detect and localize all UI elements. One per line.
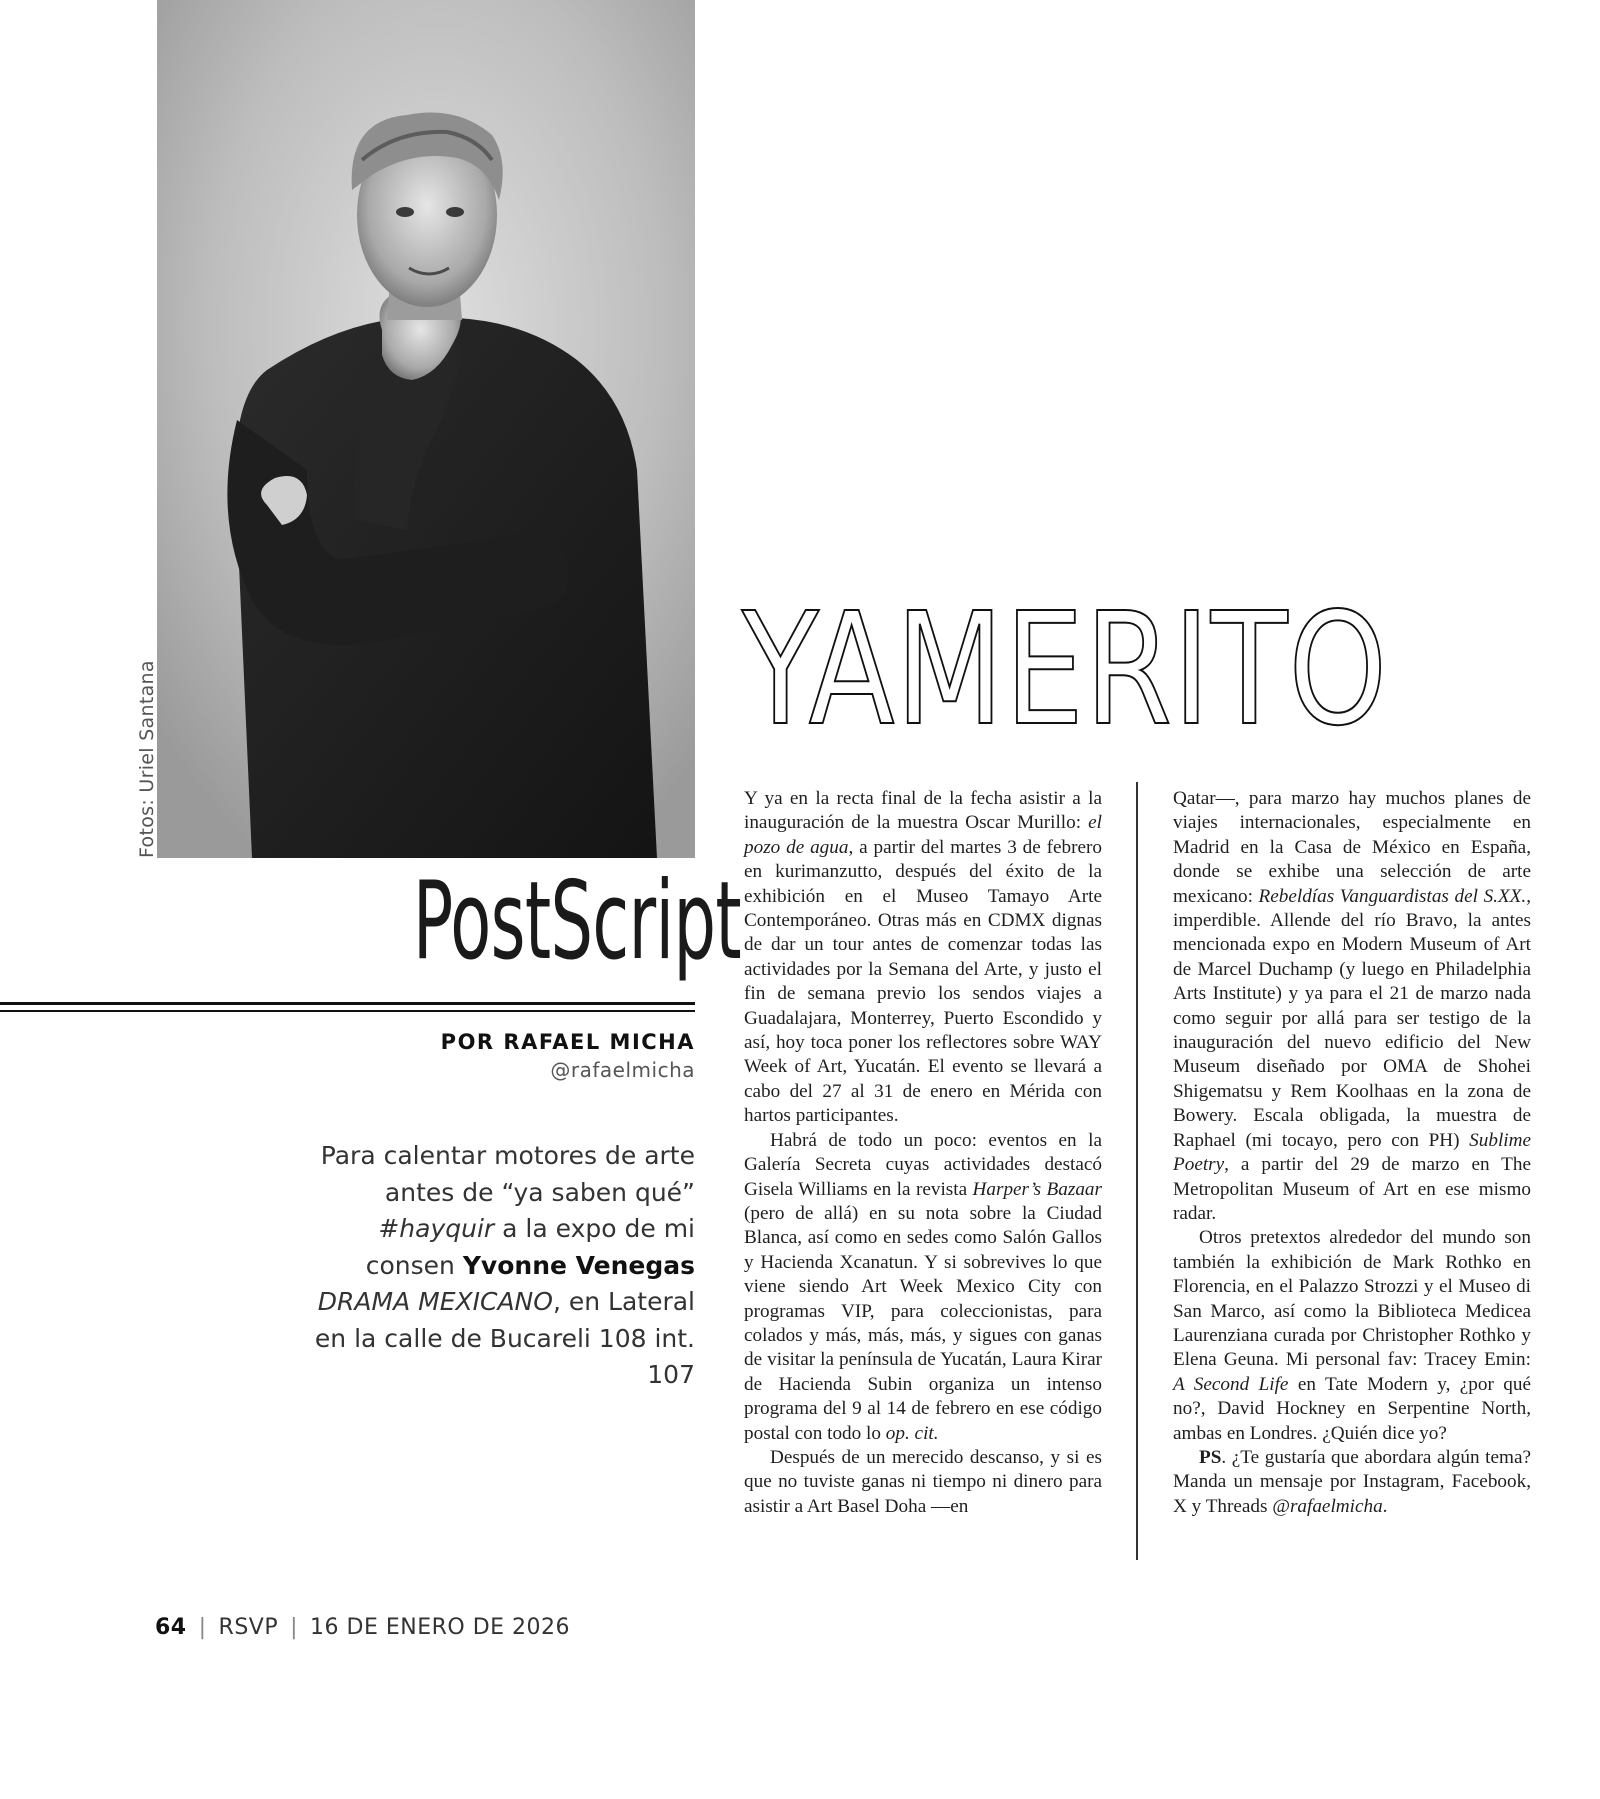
- divider-rule-top: [0, 1002, 695, 1005]
- paragraph: [1173, 1226, 1531, 1446]
- paragraph: [744, 787, 1102, 1129]
- footer-separator: |: [198, 1615, 207, 1640]
- intro-text-1: Para calentar motores de arte antes de “ya saben qué”: [320, 1141, 695, 1207]
- text: .: [1382, 1495, 1388, 1517]
- text: en Tate Modern y, ¿por qué no?, David Hockney en Serpentine North, ambas en Londres. ¿Quién dice yo?: [1173, 1373, 1531, 1444]
- italic-text: A Second Life: [1173, 1373, 1289, 1395]
- text: , a partir del 29 de marzo en The Metropolitan Museum of Art en ese mismo radar.: [1173, 1154, 1531, 1224]
- text: Después de un merecido descanso, y si es que no tuviste ganas ni tiempo ni dinero para asistir a Art Basel Doha —en: [744, 1446, 1102, 1517]
- intro-show-title: DRAMA MEXICANO: [317, 1287, 553, 1316]
- text: (pero de allá) en su nota sobre la Ciudad Blanca, así como en sedes como Salón Gallos y Hacienda Xcanatun. Y si sobrevives lo que viene siendo Art Week Mexico City con programas VIP, para coleccionistas, para colados y más, más, más, y sigues con ganas de visitar la península de Yucatán, Laura Kirar de Hacienda Subin organiza un intenso programa del 9 al 14 de febrero en ese código postal con todo lo: [744, 1202, 1102, 1444]
- page-footer: [155, 1615, 570, 1640]
- paragraph: [744, 1129, 1102, 1446]
- magazine-name: RSVP: [218, 1615, 279, 1640]
- portrait-illustration: [157, 0, 695, 858]
- article-column-2: [1173, 787, 1531, 1519]
- divider-rule-bottom: [0, 1010, 695, 1012]
- bold-text: PS: [1199, 1446, 1222, 1468]
- text: Qatar—, para marzo hay muchos planes de viajes internacionales, especialmente en Madrid en la Casa de México en España, donde se exhibe una selección de arte mexicano:: [1173, 788, 1531, 907]
- portrait-photo: [157, 0, 695, 858]
- column-divider: [1136, 782, 1138, 1560]
- paragraph: [1173, 1446, 1531, 1519]
- paragraph: [1173, 787, 1531, 1226]
- author-handle: @rafaelmicha: [550, 1058, 695, 1082]
- page-number: 64: [155, 1615, 187, 1640]
- italic-text: Sublime Poetry: [1173, 1129, 1531, 1176]
- footer-separator: |: [290, 1615, 299, 1640]
- photo-credit: Fotos: Uriel Santana: [136, 660, 158, 858]
- intro-text-2: a la expo de mi consen: [365, 1214, 695, 1280]
- text: , a partir del martes 3 de febrero en kurimanzutto, después del éxito de la exhibición en el Museo Tamayo Arte Contemporáneo. Otras más en CDMX dignas de dar un tour antes de comenzar todas las actividades por la Semana del Arte, y justo el fin de semana previo los sendos viajes a Guadalajara, Monterrey, Puerto Escondido y así, hoy toca poner los reflectores sobre WAY Week of Art, Yucatán. El evento se llevará a cabo del 27 al 31 de enero en Mérida con hartos participantes.: [744, 836, 1102, 1127]
- intro-hashtag: #hayquir: [378, 1214, 495, 1243]
- intro-blurb: [300, 1138, 695, 1394]
- text: Y ya en la recta final de la fecha asistir a la inauguración de la muestra Oscar Murillo:: [744, 788, 1102, 834]
- italic-text: Harper’s Bazaar: [972, 1178, 1102, 1200]
- article-column-1: [744, 787, 1102, 1519]
- italic-text: op. cit.: [885, 1422, 939, 1444]
- intro-artist-name: Yvonne Venegas: [462, 1250, 695, 1280]
- text: . ¿Te gustaría que abordara algún tema? Manda un mensaje por Instagram, Facebook, X y Threads: [1173, 1446, 1531, 1517]
- headline: [742, 579, 1462, 760]
- issue-date: 16 DE ENERO DE 2026: [310, 1615, 571, 1640]
- italic-text: Rebeldías Vanguardistas del S.XX.: [1258, 885, 1527, 907]
- author-byline: POR RAFAEL MICHA: [440, 1030, 695, 1054]
- section-title: PostScript: [412, 859, 742, 984]
- intro-text-3: , en Lateral en la calle de Bucareli 108 int. 107: [314, 1287, 695, 1389]
- italic-text: el pozo de agua: [744, 812, 1102, 858]
- italic-text: @rafaelmicha: [1272, 1495, 1383, 1517]
- text: , imperdible. Allende del río Bravo, la antes mencionada expo en Modern Museum of Art de Marcel Duchamp (y luego en Philadelphia Arts Institute) y ya para el 21 de marzo nada como seguir por allá para ser testigo de la inauguración del nuevo edificio del New Museum diseñado por OMA de Shohei Shigematsu y Rem Koolhaas en la zona de Bowery. Escala obligada, la muestra de Raphael (mi tocayo, pero con PH): [1173, 885, 1531, 1151]
- text: Otros pretextos alrededor del mundo son también la exhibición de Mark Rothko en Florencia, en el Palazzo Strozzi y el Museo di San Marco, así como la Biblioteca Medicea Laurenziana curada por Christopher Rothko y Elena Geuna. Mi personal fav: Tracey Emin:: [1173, 1227, 1531, 1371]
- headline-text: YAMERITO: [742, 579, 1388, 760]
- text: Habrá de todo un poco: eventos en la Galería Secreta cuyas actividades destacó Gisela Williams en la revista: [744, 1129, 1102, 1200]
- paragraph: [744, 1446, 1102, 1519]
